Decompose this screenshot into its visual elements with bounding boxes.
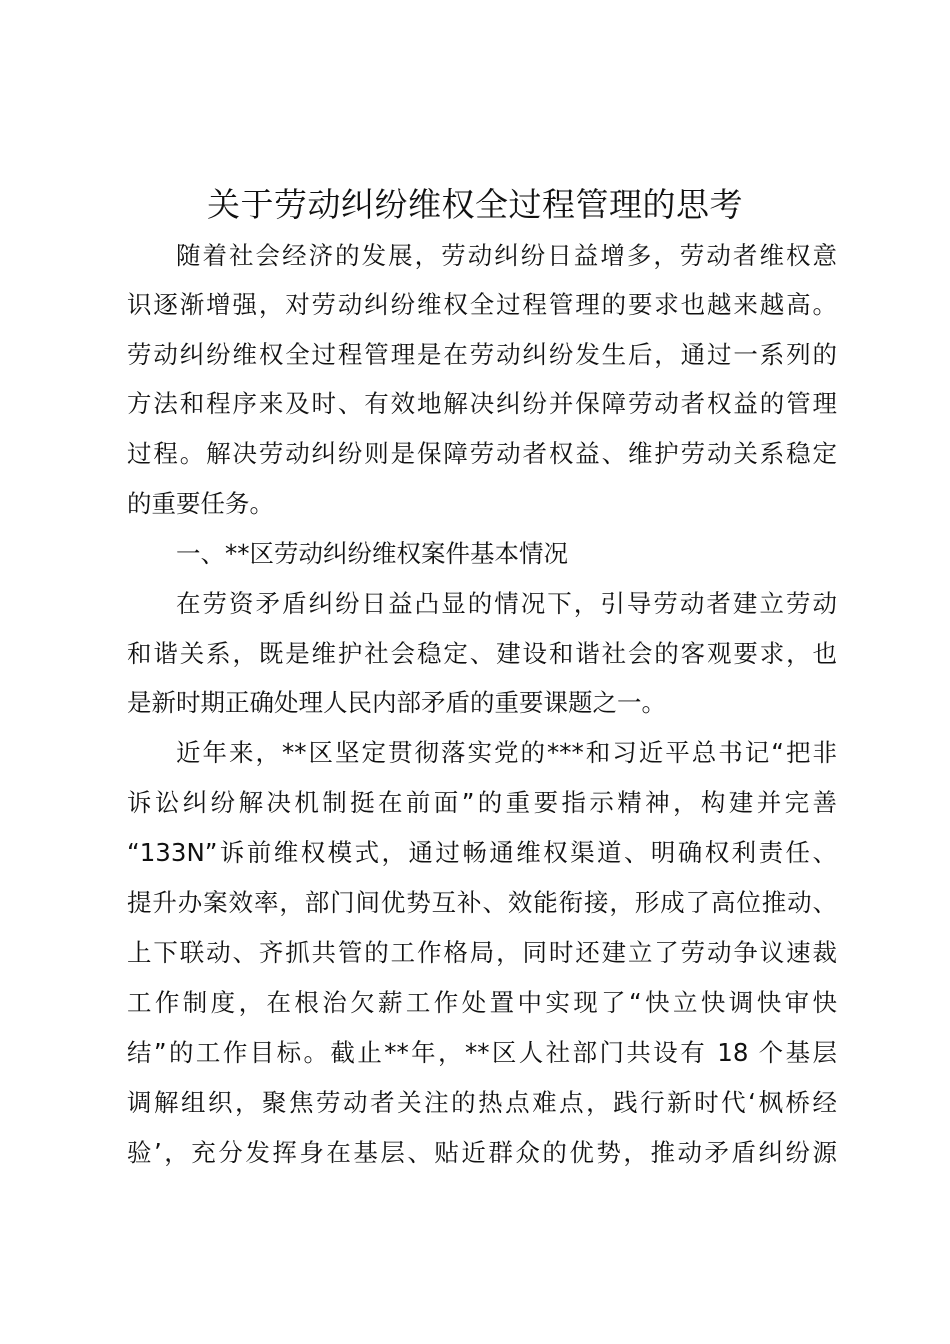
paragraph-line: 近年来，**区坚定贯彻落实党的***和习近平总书记“把非 — [176, 738, 837, 767]
paragraph-line: 的重要任务。 — [127, 489, 274, 518]
paragraph-line: “133N”诉前维权模式，通过畅通维权渠道、明确权利责任、 — [127, 838, 837, 867]
paragraph-line: 是新时期正确处理人民内部矛盾的重要课题之一。 — [127, 688, 666, 717]
paragraph-line: 劳动纠纷维权全过程管理是在劳动纠纷发生后，通过一系列的 — [127, 340, 837, 369]
paragraph-line: 诉讼纠纷解决机制挺在前面”的重要指示精神，构建并完善 — [127, 788, 837, 817]
paragraph-line: 工作制度，在根治欠薪工作处置中实现了“快立快调快审快 — [127, 988, 837, 1017]
paragraph-line: 调解组织，聚焦劳动者关注的热点难点，践行新时代‘枫桥经 — [127, 1088, 837, 1117]
paragraph-line: 结”的工作目标。截止**年，**区人社部门共设有 18 个基层 — [127, 1038, 837, 1067]
paragraph-line: 在劳资矛盾纠纷日益凸显的情况下，引导劳动者建立劳动 — [176, 589, 837, 618]
section-heading: 一、**区劳动纠纷维权案件基本情况 — [176, 539, 568, 568]
paragraph-line: 过程。解决劳动纠纷则是保障劳动者权益、维护劳动关系稳定 — [127, 439, 837, 468]
paragraph-line: 随着社会经济的发展，劳动纠纷日益增多，劳动者维权意 — [176, 241, 837, 270]
paragraph-line: 验’，充分发挥身在基层、贴近群众的优势，推动矛盾纠纷源 — [127, 1138, 837, 1167]
paragraph-line: 识逐渐增强，对劳动纠纷维权全过程管理的要求也越来越高。 — [127, 290, 837, 319]
paragraph-line: 提升办案效率，部门间优势互补、效能衔接，形成了高位推动、 — [127, 888, 837, 917]
paragraph-line: 方法和程序来及时、有效地解决纠纷并保障劳动者权益的管理 — [127, 389, 837, 418]
paragraph-line: 上下联动、齐抓共管的工作格局，同时还建立了劳动争议速裁 — [127, 938, 837, 967]
paragraph-line: 和谐关系，既是维护社会稳定、建设和谐社会的客观要求，也 — [127, 639, 837, 668]
document-title: 关于劳动纠纷维权全过程管理的思考 — [207, 185, 743, 224]
